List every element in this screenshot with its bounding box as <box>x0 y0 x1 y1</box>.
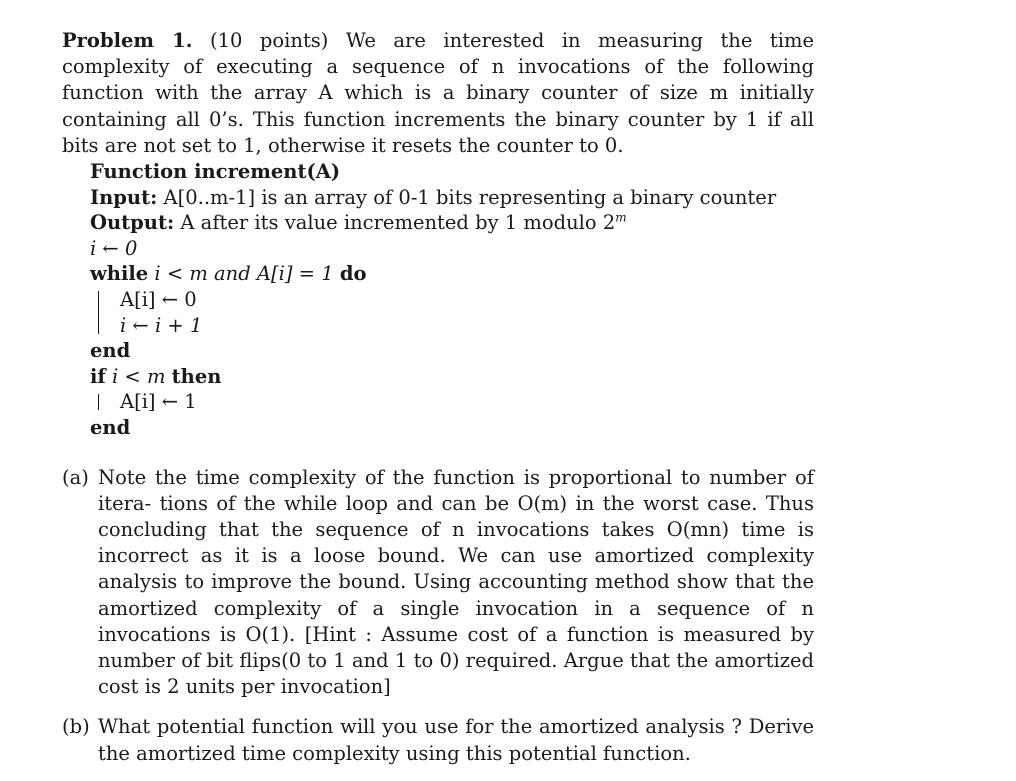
output-text: A after its value incremented by 1 modulo 2 <box>180 211 616 235</box>
algorithm-block <box>90 159 814 441</box>
then-keyword: then <box>171 364 222 388</box>
algorithm-output <box>90 210 814 236</box>
algorithm-header: Function increment(A) <box>90 160 341 184</box>
do-keyword: do <box>339 262 367 286</box>
while-body-line-2: i ← i + 1 <box>120 313 203 337</box>
algorithm-input <box>90 185 814 211</box>
if-line <box>90 364 814 390</box>
while-keyword: while <box>90 262 149 286</box>
problem-intro-text: (10 points) We are interested in measuring the time complexity of executing a sequence of n invocations of the following function with the array A which is a binary counter of size m initially containing all 0’s. This function increments the binary counter by 1 if all bits are not set to 1, otherwise it resets the counter to 0. <box>62 29 815 157</box>
while-body <box>98 287 814 338</box>
input-label: Input: <box>90 185 158 209</box>
output-label: Output: <box>90 211 175 235</box>
problem-label: Problem 1. <box>62 29 193 52</box>
problem-parts <box>62 465 814 767</box>
part-b-label: (b) <box>62 715 90 739</box>
part-a-text: Note the time complexity of the function is proportional to number of itera- tions of the while loop and can be O(m) in the worst case. Thus concluding that the sequence of n invocations takes O(mn) time is incorrect as it is a loose bound. We can use amortized complexity analysis to improve the bound. Using accounting method show that the amortized complexity of a single invocation in a sequence of n invocations is O(1). [Hint : Assume cost of a function is measured by number of bit flips(0 to 1 and 1 to 0) required. Argue that the amortized cost is 2 units per invocation] <box>98 465 814 699</box>
part-a <box>62 465 814 701</box>
while-condition: i < m and A[i] = 1 <box>154 262 334 286</box>
part-b-text: What potential function will you use for the amortized analysis ? Derive the amortized time complexity using this potential function. <box>98 715 814 765</box>
if-condition: i < m <box>112 364 166 388</box>
algorithm-init: i ← 0 <box>90 236 138 260</box>
while-end: end <box>90 339 131 363</box>
if-keyword: if <box>90 364 106 388</box>
problem-intro <box>62 28 814 159</box>
if-body-line-1: A[i] ← 1 <box>120 390 197 414</box>
while-body-line-1: A[i] ← 0 <box>120 287 197 311</box>
if-end: end <box>90 415 131 439</box>
while-line <box>90 261 814 287</box>
problem-document <box>62 28 814 781</box>
output-exponent: m <box>615 210 627 225</box>
if-body <box>98 389 814 415</box>
input-text: A[0..m-1] is an array of 0-1 bits representing a binary counter <box>163 185 777 209</box>
part-a-label: (a) <box>62 465 89 489</box>
part-b <box>62 714 814 766</box>
